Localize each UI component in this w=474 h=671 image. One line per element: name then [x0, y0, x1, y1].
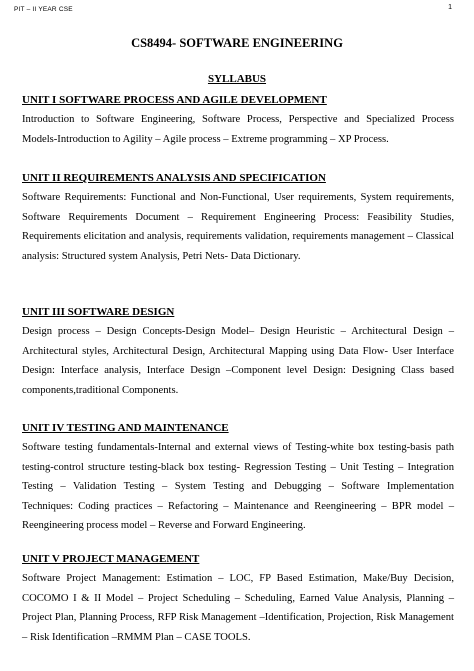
- unit-1-section: [22, 93, 454, 149]
- unit-3-body: Design process – Design Concepts-Design Model– Design Heuristic – Architectural Design – Architectural styles, Architectural Design, Architectural Mapping using Data Flow- User Interface Design: Interface analysis, Interface Design –Component level Design: Designing Class based components,traditional Components.: [22, 326, 454, 396]
- unit-2-heading: UNIT II REQUIREMENTS ANALYSIS AND SPECIFICATION: [22, 172, 326, 184]
- unit-4-body: Software testing fundamentals-Internal and external views of Testing-white box testing-basis path testing-control structure testing-black box testing- Regression Testing – Unit Testing – Integration Testing – Validation Testing – System Testing and Debugging – Software Implementation Techniques: Coding practices – Refactoring – Maintenance and Reengineering – BPR model – Reengineering process model – Reverse and Forward Engineering.: [22, 442, 454, 532]
- unit-3-section: [22, 305, 454, 400]
- document-title: CS8494- SOFTWARE ENGINEERING: [131, 36, 343, 50]
- unit-5-heading: UNIT V PROJECT MANAGEMENT: [22, 553, 200, 565]
- unit-2-section: [22, 171, 454, 266]
- unit-1-body: Introduction to Software Engineering, Software Process, Perspective and Specialized Process Models-Introduction to Agility – Agile process – Extreme programming – XP Process.: [22, 114, 454, 145]
- unit-4-heading: UNIT IV TESTING AND MAINTENANCE: [22, 422, 229, 434]
- syllabus-heading: SYLLABUS: [207, 73, 267, 85]
- unit-3-heading: UNIT III SOFTWARE DESIGN: [22, 306, 175, 318]
- unit-5-body: Software Project Management: Estimation – LOC, FP Based Estimation, Make/Buy Decision, COCOMO I & II Model – Project Scheduling – Scheduling, Earned Value Analysis, Planning – Project Plan, Planning Process, RFP Risk Management –Identification, Projection, Risk Management – Risk Identification –RMMM Plan – CASE TOOLS.: [22, 573, 454, 643]
- page-number: 1: [448, 4, 452, 11]
- unit-4-section: [22, 421, 454, 536]
- unit-1-heading: UNIT I SOFTWARE PROCESS AND AGILE DEVELOPMENT: [22, 94, 327, 106]
- unit-5-section: [22, 552, 454, 647]
- unit-2-body: Software Requirements: Functional and Non-Functional, User requirements, System requirements, Software Requirements Document – Requirement Engineering Process: Feasibility Studies, Requirements elicitation and analysis, requirements validation, requirements management – Classical analysis: Structured system Analysis, Petri Nets- Data Dictionary.: [22, 192, 454, 262]
- page-header: PIT – II YEAR CSE: [14, 6, 73, 13]
